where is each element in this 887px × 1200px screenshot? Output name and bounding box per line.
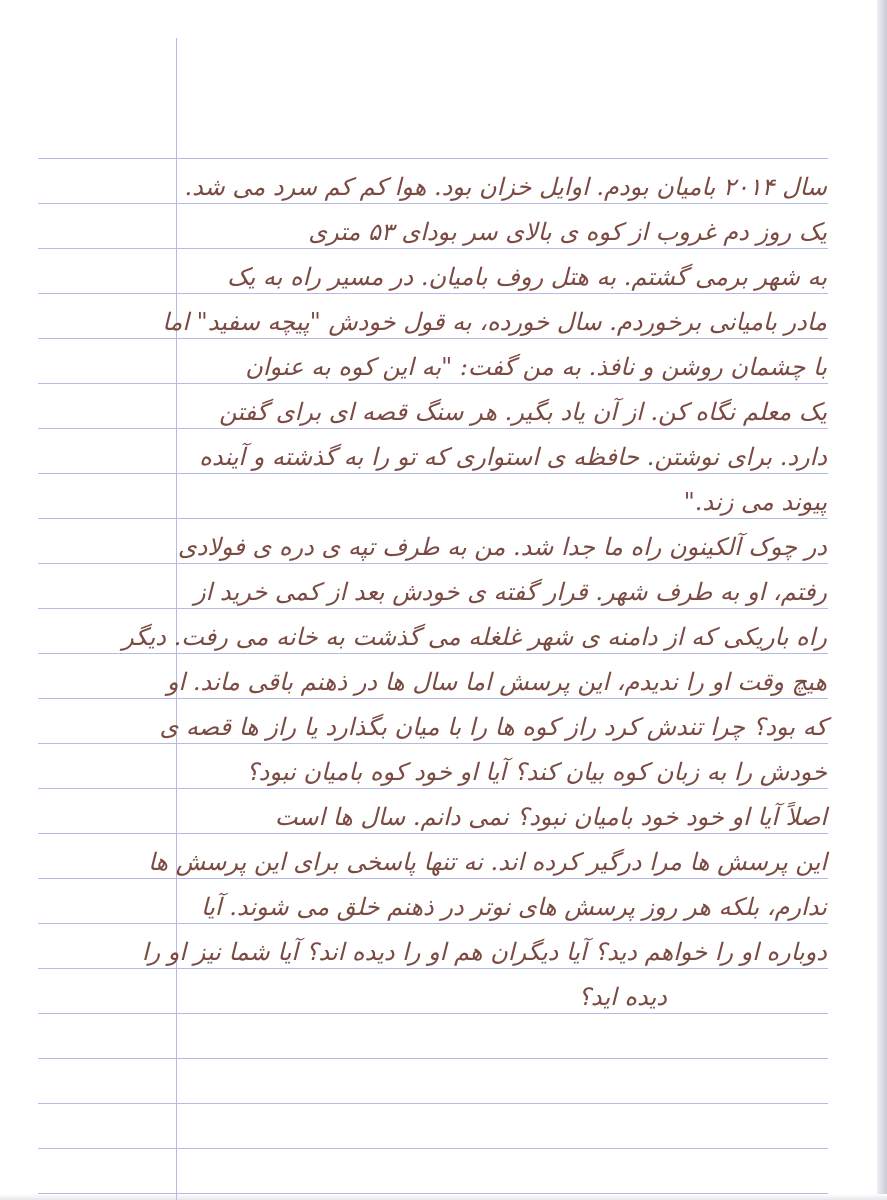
margin-line bbox=[176, 38, 177, 1200]
ruled-line bbox=[38, 1103, 828, 1104]
text-line: دیده اید؟ bbox=[578, 983, 667, 1011]
ruled-line bbox=[38, 743, 828, 744]
ruled-line bbox=[38, 923, 828, 924]
text-line: در چوک آلکینون راه ما جدا شد. من به طرف تپه ی دره ی فولادی bbox=[177, 533, 827, 561]
ruled-line bbox=[38, 293, 828, 294]
text-line: دارد. برای نوشتن. حافظه ی استواری که تو را به گذشته و آینده bbox=[199, 443, 827, 471]
text-line: ندارم، بلکه هر روز پرسش های نوتر در ذهنم خلق می شوند. آیا bbox=[200, 893, 827, 921]
text-line: خودش را به زبان کوه بیان کند؟ آیا او خود کوه بامیان نبود؟ bbox=[245, 758, 827, 786]
text-line: با چشمان روشن و نافذ. به من گفت: "به این کوه به عنوان bbox=[245, 353, 827, 381]
ruled-line bbox=[38, 203, 828, 204]
text-line: که بود؟ چرا تندش کرد راز کوه ها را با میان بگذارد یا راز ها قصه ی bbox=[159, 713, 827, 741]
ruled-line bbox=[38, 1013, 828, 1014]
text-line: یک معلم نگاه کن. از آن یاد بگیر. هر سنگ قصه ای برای گفتن bbox=[219, 398, 827, 426]
ruled-line bbox=[38, 788, 828, 789]
ruled-line bbox=[38, 968, 828, 969]
text-line: رفتم، او به طرف شهر. قرار گفته ی خودش بعد از کمی خرید از bbox=[194, 578, 827, 606]
ruled-line bbox=[38, 563, 828, 564]
text-line: سال ۲۰۱۴ بامیان بودم. اوایل خزان بود. هوا کم کم سرد می شد. bbox=[184, 173, 827, 201]
ruled-line bbox=[38, 428, 828, 429]
page-edge-shadow bbox=[877, 0, 887, 1200]
ruled-line bbox=[38, 473, 828, 474]
ruled-line bbox=[38, 608, 828, 609]
ruled-line bbox=[38, 383, 828, 384]
page-bottom-edge bbox=[0, 1194, 887, 1200]
ruled-line bbox=[38, 158, 828, 159]
text-line: این پرسش ها مرا درگیر کرده اند. نه تنها پاسخی برای این پرسش ها bbox=[148, 848, 827, 876]
text-line: راه باریکی که از دامنه ی شهر غلغله می گذشت به خانه می رفت. دیگر bbox=[122, 623, 827, 651]
ruled-line bbox=[38, 833, 828, 834]
ruled-line bbox=[38, 698, 828, 699]
ruled-line bbox=[38, 1193, 828, 1194]
text-line: هیچ وقت او را ندیدم، این پرسش اما سال ها در ذهنم باقی ماند. او bbox=[166, 668, 827, 696]
text-line: به شهر برمی گشتم. به هتل روف بامیان. در مسیر راه به یک bbox=[227, 263, 827, 291]
ruled-line bbox=[38, 338, 828, 339]
ruled-line bbox=[38, 653, 828, 654]
text-line: پیوند می زند." bbox=[683, 488, 827, 516]
ruled-line bbox=[38, 878, 828, 879]
text-line: دوباره او را خواهم دید؟ آیا دیگران هم او را دیده اند؟ آیا شما نیز او را bbox=[141, 938, 827, 966]
ruled-line bbox=[38, 1148, 828, 1149]
ruled-line bbox=[38, 518, 828, 519]
text-line: مادر بامیانی برخوردم. سال خورده، به قول خودش "پیچه سفید" اما bbox=[162, 308, 827, 336]
text-line: یک روز دم غروب از کوه ی بالای سر بودای ۵۳ متری bbox=[308, 218, 827, 246]
ruled-line bbox=[38, 248, 828, 249]
ruled-line bbox=[38, 1058, 828, 1059]
text-line: اصلاً آیا او خود خود بامیان نبود؟ نمی دانم. سال ها است bbox=[274, 803, 827, 831]
